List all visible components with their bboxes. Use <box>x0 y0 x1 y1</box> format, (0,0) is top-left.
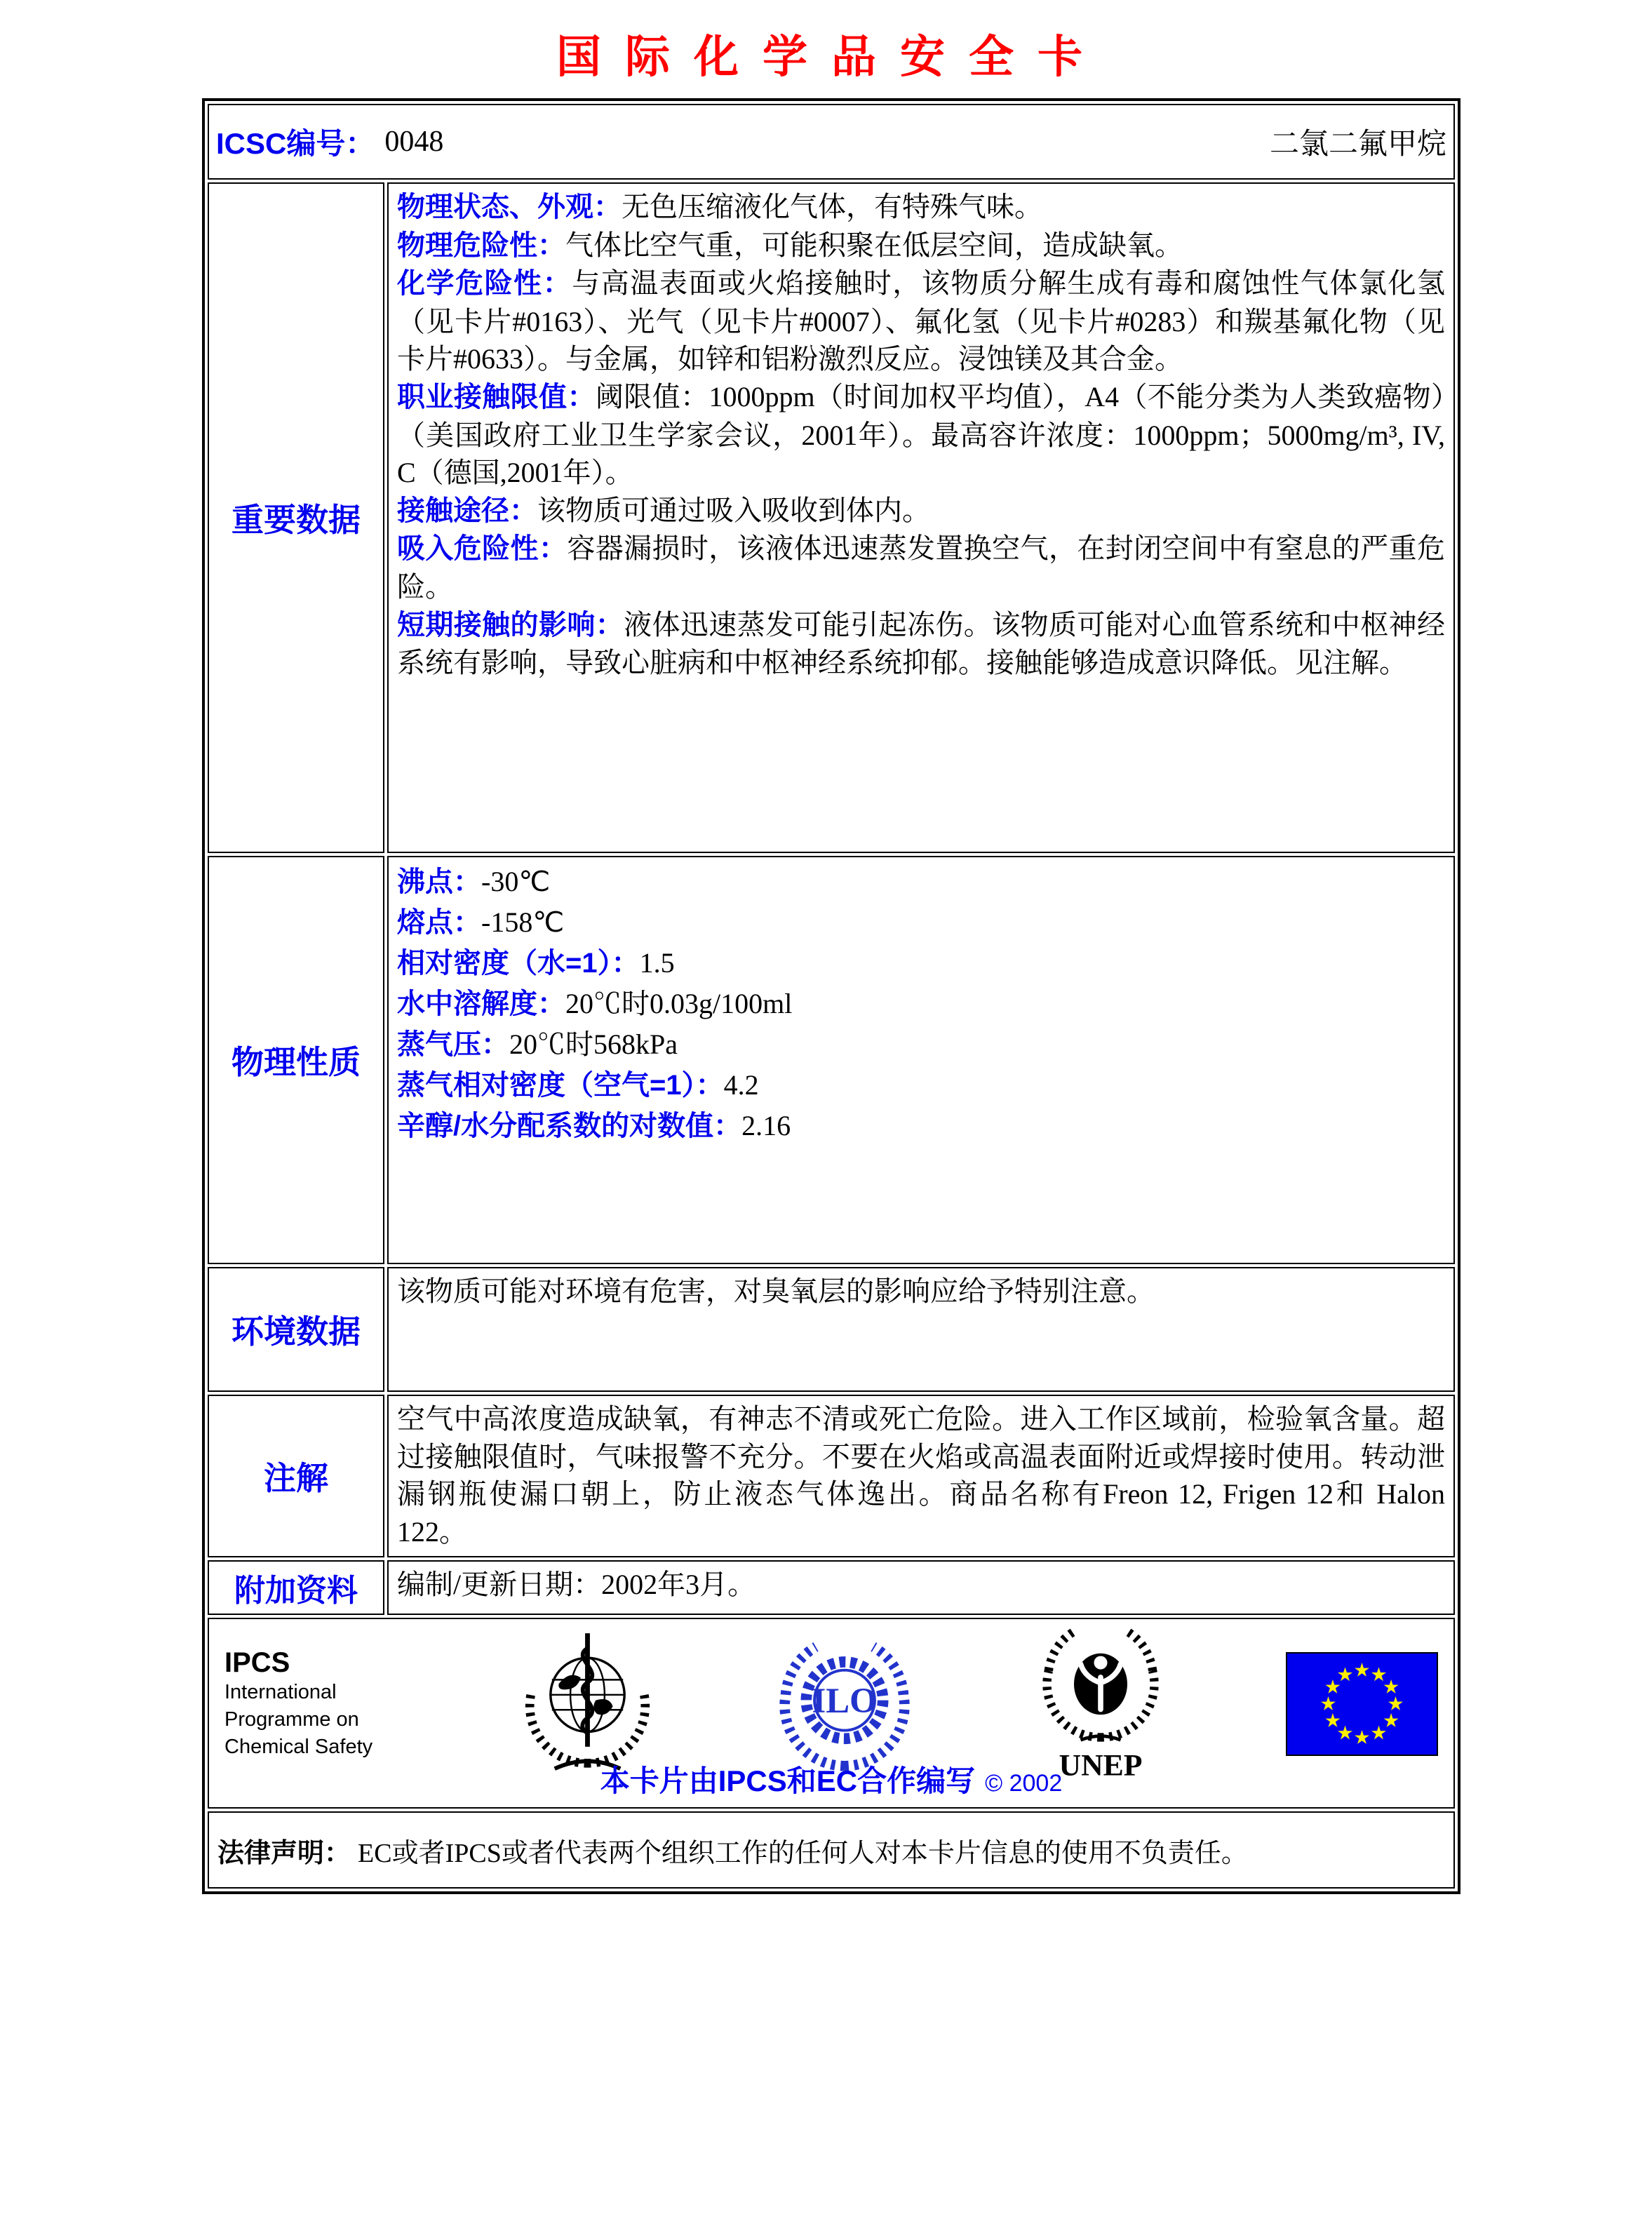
property-line <box>397 530 1445 605</box>
eu-flag-icon <box>1286 1652 1438 1756</box>
section-label-additional-info: 附加资料 <box>208 1560 384 1615</box>
property-line <box>397 606 1445 682</box>
field-label: 辛醇/水分配系数的对数值： <box>397 1111 742 1141</box>
field-value: 20℃时568kPa <box>509 1028 678 1060</box>
field-value: 阈限值：1000ppm（时间加权平均值），A4（不能分类为人类致癌物）（美国政府工业卫生学家会议，2001年）。最高容许浓度：1000ppm；5000mg/m³, IV, C（德国,2001年）。 <box>397 380 1446 489</box>
field-value: 4.2 <box>723 1069 759 1101</box>
ipcs-text-block <box>224 1647 400 1761</box>
ilo-logo-text: ILO <box>812 1681 878 1721</box>
property-line <box>397 188 1445 227</box>
section-label-important-data: 重要数据 <box>208 182 384 853</box>
field-value: 与高温表面或火焰接触时，该物质分解生成有毒和腐蚀性气体氯化氢（见卡片#0163）、光气（见卡片#0007）、氟化氢（见卡片#0283）和羰基氟化物（见卡片#0633）。与金属，如锌和铝粉激烈反应。浸蚀镁及其合金。 <box>397 267 1446 375</box>
ipcs-title: IPCS <box>224 1647 290 1678</box>
field-label: 物理危险性： <box>397 229 565 261</box>
property-line <box>397 378 1445 492</box>
field-label: 沸点： <box>397 866 481 897</box>
property-line <box>397 1024 1445 1065</box>
field-label: 蒸气压： <box>397 1029 509 1060</box>
property-line <box>397 943 1445 984</box>
field-label: 物理状态、外观： <box>397 192 622 222</box>
legal-notice-label: 法律声明： <box>217 1838 351 1868</box>
field-label: 职业接触限值： <box>397 381 596 413</box>
field-value: -158℃ <box>481 906 565 938</box>
property-line <box>397 492 1445 530</box>
field-label: 熔点： <box>397 907 481 938</box>
field-value: -30℃ <box>481 866 551 897</box>
property-line <box>397 1065 1445 1106</box>
physical-properties-content <box>387 856 1455 1264</box>
card-header-row <box>208 104 1455 180</box>
field-value: 2.16 <box>741 1110 791 1141</box>
field-value: 20℃时0.03g/100ml <box>565 988 793 1019</box>
property-line <box>397 984 1445 1024</box>
page-title: 国际化学品安全卡 <box>556 32 1106 82</box>
section-label-physical-properties: 物理性质 <box>208 856 384 1264</box>
property-line <box>397 1106 1445 1146</box>
chemical-name: 二氯二氟甲烷 <box>1269 128 1446 161</box>
property-line <box>397 264 1445 378</box>
section-label-notes: 注解 <box>208 1395 384 1557</box>
field-label: 短期接触的影响： <box>397 609 624 641</box>
legal-notice-text: EC或者IPCS或者代表两个组织工作的任何人对本卡片信息的使用不负责任。 <box>358 1838 1248 1868</box>
who-logo-icon <box>519 1632 656 1776</box>
important-data-content <box>387 182 1455 853</box>
field-label: 蒸气相对密度（空气=1）： <box>397 1070 724 1101</box>
icsc-card <box>202 98 1460 1894</box>
cooperation-caption <box>209 1758 1453 1800</box>
environmental-data-content: 该物质可能对环境有危害，对臭氧层的影响应给予特别注意。 <box>387 1267 1455 1392</box>
field-value: 容器漏损时，该液体迅速蒸发置换空气，在封闭空间中有窒息的严重危险。 <box>397 532 1446 603</box>
section-label-environmental-data: 环境数据 <box>208 1267 384 1392</box>
ipcs-subtitle-line: Chemical Safety <box>224 1736 373 1759</box>
field-value: 气体比空气重，可能积聚在低层空间，造成缺氧。 <box>565 229 1183 261</box>
field-value: 液体迅速蒸发可能引起冻伤。该物质可能对心血管系统和中枢神经系统有影响，导致心脏病和中枢神经系统抑郁。接触能够造成意识降低。见注解。 <box>397 608 1446 679</box>
copyright-text: © 2002 <box>985 1770 1063 1797</box>
field-label: 吸入危险性： <box>397 533 568 565</box>
property-line <box>397 902 1445 943</box>
field-value: 无色压缩液化气体，有特殊气味。 <box>622 191 1042 222</box>
icsc-number-label: ICSC编号： <box>216 127 375 160</box>
cooperation-caption-text: 本卡片由IPCS和EC合作编写 <box>600 1764 976 1797</box>
icsc-table <box>202 98 1460 1894</box>
property-line <box>397 861 1445 902</box>
ipcs-subtitle-line: International <box>224 1680 337 1703</box>
field-label: 接触途径： <box>397 495 537 526</box>
field-value: 该物质可通过吸入吸收到体内。 <box>537 494 930 526</box>
ipcs-subtitle-line: Programme on <box>224 1708 359 1731</box>
notes-content: 空气中高浓度造成缺氧，有神志不清或死亡危险。进入工作区域前，检验氧含量。超过接触限值时，气味报警不充分。不要在火焰或高温表面附近或焊接时使用。转动泄漏钢瓶使漏口朝上，防止液态气体逸出。商品名称有Freon 12, Frigen 12和 Halon 122。 <box>387 1395 1455 1557</box>
legal-notice-row <box>208 1811 1455 1889</box>
field-label: 化学危险性： <box>397 268 572 300</box>
field-label: 相对密度（水=1）： <box>397 948 640 979</box>
unep-logo-text: UNEP <box>1059 1748 1142 1783</box>
additional-info-content: 编制/更新日期：2002年3月。 <box>387 1560 1455 1615</box>
icsc-number: 0048 <box>384 126 444 158</box>
field-label: 水中溶解度： <box>397 988 565 1019</box>
property-line <box>397 227 1445 265</box>
field-value: 1.5 <box>639 947 675 979</box>
ilo-logo-icon <box>774 1632 915 1776</box>
organizations-row <box>208 1618 1455 1809</box>
